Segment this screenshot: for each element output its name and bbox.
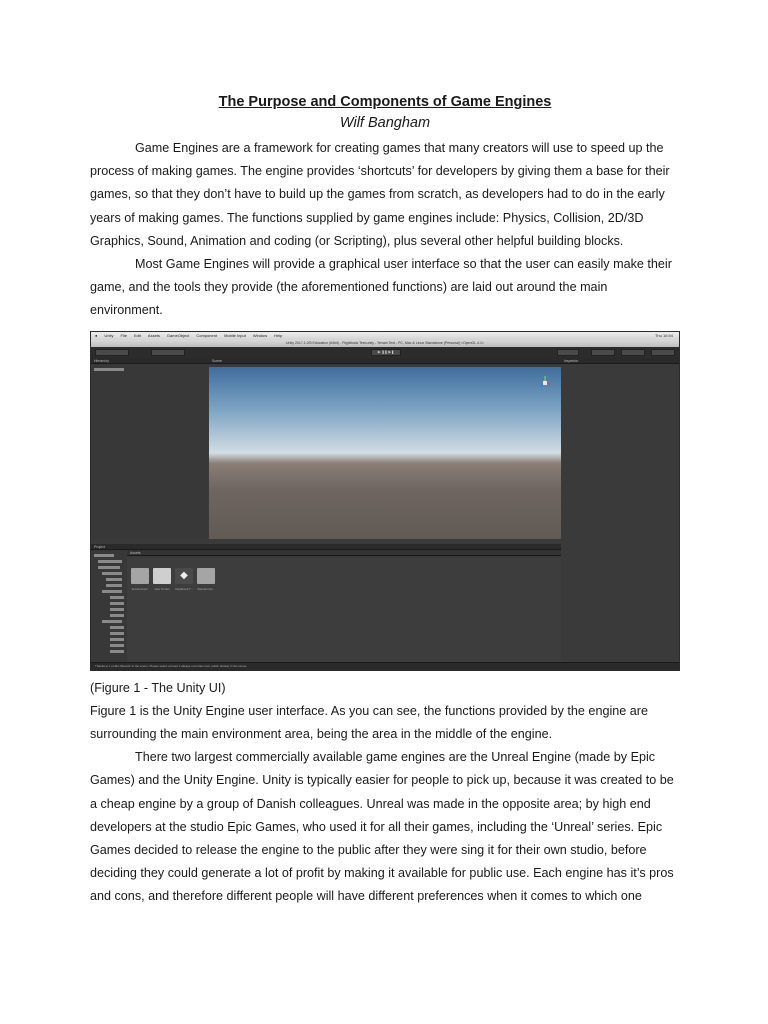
unity-scene-icon: ◆ [175, 568, 193, 584]
scene-gizmo-icon [537, 375, 553, 391]
project-tree [91, 550, 127, 664]
figure-caption: (Figure 1 - The Unity UI) [90, 680, 226, 695]
tree-row [102, 590, 122, 593]
tree-row [106, 578, 122, 581]
pivot-toggle [151, 349, 185, 356]
transform-tools [95, 349, 129, 356]
hierarchy-header: Hierarchy [91, 358, 209, 364]
layout-dropdown [651, 349, 675, 356]
tree-row [110, 626, 124, 629]
tree-row [110, 602, 124, 605]
tree-row [94, 554, 114, 557]
paragraph-1: Game Engines are a framework for creating games that many creators will use to speed up the process of making games. The engine provides ‘shortcuts’ for developers by giving them a base for their games, so that they don’t have to build up the games from scratch, as developers had to do in the early years of making games. The functions supplied by game engines include: Physics, Collision, 2D/3D Graphics, Sound, Animation and coding (or Scripting), plus several other helpful building blocks. [90, 141, 670, 248]
menu-edit: Edit [134, 332, 141, 338]
menu-component: Component [196, 332, 218, 338]
asset-label: Standard As... [197, 586, 215, 591]
hierarchy-row [94, 368, 124, 371]
unity-ui-figure [90, 331, 680, 671]
asset-label: New Terrain [154, 586, 170, 591]
document-author: Wilf Bangham [339, 115, 431, 131]
terrain-icon [153, 568, 171, 584]
hierarchy-panel [91, 364, 208, 539]
assets-panel [127, 550, 561, 662]
assets-header: Assets [127, 550, 561, 556]
window-title: Unity 2017.1.0f3 Education (64bit) - Flightbook Test.unity - Terrain Test - PC, Mac & Linux Standalone (Personal) <OpenGL 4.1> [91, 340, 679, 347]
tree-row [102, 572, 122, 575]
apple-icon: ● [95, 332, 98, 338]
tree-row [110, 638, 124, 641]
collab-button [557, 349, 579, 356]
tree-row [110, 644, 124, 647]
asset-label: Flightbook T... [175, 586, 193, 591]
tree-row [110, 614, 124, 617]
folder-icon [197, 568, 215, 584]
tree-row [110, 608, 124, 611]
scene-view [209, 367, 561, 539]
menu-window: Window [252, 332, 268, 338]
menu-gameobject: GameObject [166, 332, 190, 338]
status-bar: Thanks to 1 public fifteenth in the scene. Please select at least 1 always overrides user public fairway in the scene. [91, 662, 679, 670]
tree-row [110, 596, 124, 599]
play-controls: ▶ ❚❚ ▶❚ [371, 349, 401, 356]
menu-mobile-input: Mobile Input [224, 332, 246, 338]
mac-menubar [91, 332, 679, 340]
paragraph-4: There two largest commercially available game engines are the Unreal Engine (made by Epic Games) and the Unity Engine. Unity is typically easier for people to pick up, because it was created to be a cheap engine by a group of Danish colleagues. Unreal was made in the opposite area; by high end developers at the studio Epic Games, who used it for all their games, including the ‘Unreal’ series. Epic Games decided to release the engine to the public after they were sing it for their own studio, before deciding they could generate a lot of profit by making it available for public use. Each engine has it’s pros and cons, and therefore different people will have different preferences when it comes to which one [90, 750, 674, 904]
tree-row [110, 650, 124, 653]
menubar-clock: Thu 16:54 [654, 332, 673, 338]
layers-dropdown [621, 349, 645, 356]
scene-header: Scene [209, 358, 561, 364]
menu-file: File [120, 332, 127, 338]
menu-unity: Unity [104, 332, 114, 338]
account-button [591, 349, 615, 356]
paragraph-3: Figure 1 is the Unity Engine user interface. As you can see, the functions provided by the engine are surrounding the main environment area, being the area in the middle of the engine. [90, 703, 648, 742]
tree-row [98, 566, 120, 569]
inspector-panel [561, 364, 680, 664]
tree-row [110, 632, 124, 635]
document-title: The Purpose and Components of Game Engines [218, 94, 552, 110]
paragraph-2: Most Game Engines will provide a graphical user interface so that the user can easily make their game, and the tools they provide (the aforementioned functions) are laid out around the main environment. [90, 257, 672, 318]
inspector-header: Inspector [561, 358, 680, 364]
menu-help: Help [274, 332, 283, 338]
menu-assets: Assets [147, 332, 160, 338]
tree-row [106, 584, 122, 587]
tree-row [98, 560, 122, 563]
project-header: Project [91, 544, 561, 550]
tree-row [102, 620, 122, 623]
asset-label: Environment [132, 586, 148, 591]
folder-icon [131, 568, 149, 584]
document-page [90, 92, 680, 909]
